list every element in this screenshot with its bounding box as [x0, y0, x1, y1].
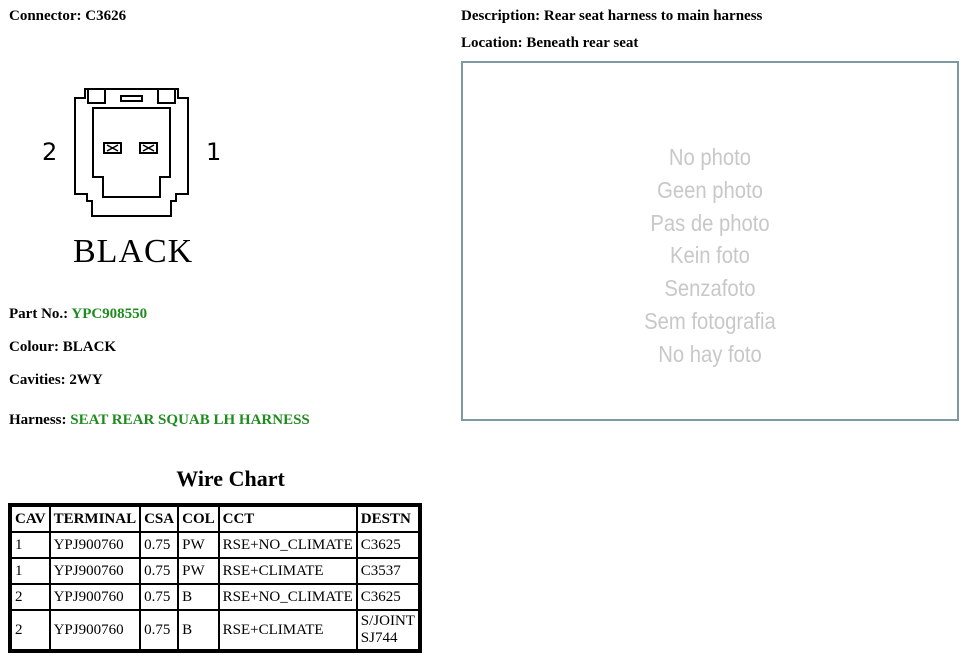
no-photo-line: Pas de photo: [650, 209, 770, 236]
table-row: [11, 584, 419, 610]
cell-terminal: YPJ900760: [50, 558, 141, 584]
cavities-line: [9, 372, 103, 389]
location-line: [461, 35, 638, 52]
no-photo-line: Geen photo: [657, 176, 763, 203]
pin-number-right: 1: [206, 138, 222, 166]
no-photo-line: Sem fotografia: [644, 307, 776, 334]
description-label: Description:: [461, 8, 541, 24]
colour-line: [9, 339, 116, 356]
cell-csa: 0.75: [140, 532, 178, 558]
table-row: [11, 610, 419, 650]
cell-cav: 1: [11, 532, 50, 558]
location-label: Location:: [461, 35, 523, 51]
location-value: Beneath rear seat: [526, 35, 639, 51]
cell-destn: C3625: [357, 532, 419, 558]
cell-cct: RSE+NO_CLIMATE: [219, 584, 357, 610]
header-terminal: TERMINAL: [50, 506, 141, 532]
header-col: COL: [178, 506, 219, 532]
cell-terminal: YPJ900760: [50, 610, 141, 650]
cell-csa: 0.75: [140, 584, 178, 610]
cavities-label: Cavities:: [9, 372, 66, 388]
cell-col: B: [178, 610, 219, 650]
description-value: Rear seat harness to main harness: [543, 8, 763, 24]
part-number-line: [9, 306, 147, 323]
cell-col: B: [178, 584, 219, 610]
part-number-link[interactable]: YPC908550: [71, 306, 148, 322]
cell-cct: RSE+NO_CLIMATE: [219, 532, 357, 558]
cell-cct: RSE+CLIMATE: [219, 558, 357, 584]
cell-col: PW: [178, 532, 219, 558]
harness-line: [9, 412, 310, 429]
header-csa: CSA: [140, 506, 178, 532]
cavities-value: 2WY: [69, 372, 103, 388]
connector-line: [9, 8, 126, 25]
cell-destn: S/JOINT SJ744: [357, 610, 419, 650]
no-photo-line: No hay foto: [658, 340, 762, 367]
header-cct: CCT: [219, 506, 357, 532]
header-destn: DESTN: [357, 506, 419, 532]
cell-terminal: YPJ900760: [50, 584, 141, 610]
colour-value: BLACK: [62, 339, 117, 355]
no-photo-line: No photo: [668, 144, 752, 170]
table-row: [11, 558, 419, 584]
diagram-colour-text: BLACK: [73, 233, 194, 270]
cell-destn: C3625: [357, 584, 419, 610]
no-photo-line: Kein foto: [670, 242, 750, 269]
table-header-row: [11, 506, 419, 532]
header-cav: CAV: [11, 506, 50, 532]
connector-label: Connector:: [9, 8, 82, 24]
wire-chart-title: Wire Chart: [176, 466, 285, 491]
cell-cav: 2: [11, 584, 50, 610]
cell-destn: C3537: [357, 558, 419, 584]
cell-cav: 2: [11, 610, 50, 650]
pin-number-left: 2: [42, 138, 58, 166]
cell-cct: RSE+CLIMATE: [219, 610, 357, 650]
cell-col: PW: [178, 558, 219, 584]
harness-label: Harness:: [9, 412, 67, 428]
cell-terminal: YPJ900760: [50, 532, 141, 558]
cell-cav: 1: [11, 558, 50, 584]
connector-value: C3626: [85, 8, 127, 24]
colour-label: Colour:: [9, 339, 59, 355]
harness-link[interactable]: SEAT REAR SQUAB LH HARNESS: [70, 412, 310, 428]
no-photo-line: Senzafoto: [664, 275, 756, 302]
wire-chart-table: [8, 503, 422, 653]
part-number-label: Part No.:: [9, 306, 69, 322]
cell-csa: 0.75: [140, 610, 178, 650]
description-line: [461, 8, 762, 25]
table-row: [11, 532, 419, 558]
photo-placeholder: [461, 61, 959, 421]
cell-csa: 0.75: [140, 558, 178, 584]
no-photo-text: [463, 141, 957, 371]
